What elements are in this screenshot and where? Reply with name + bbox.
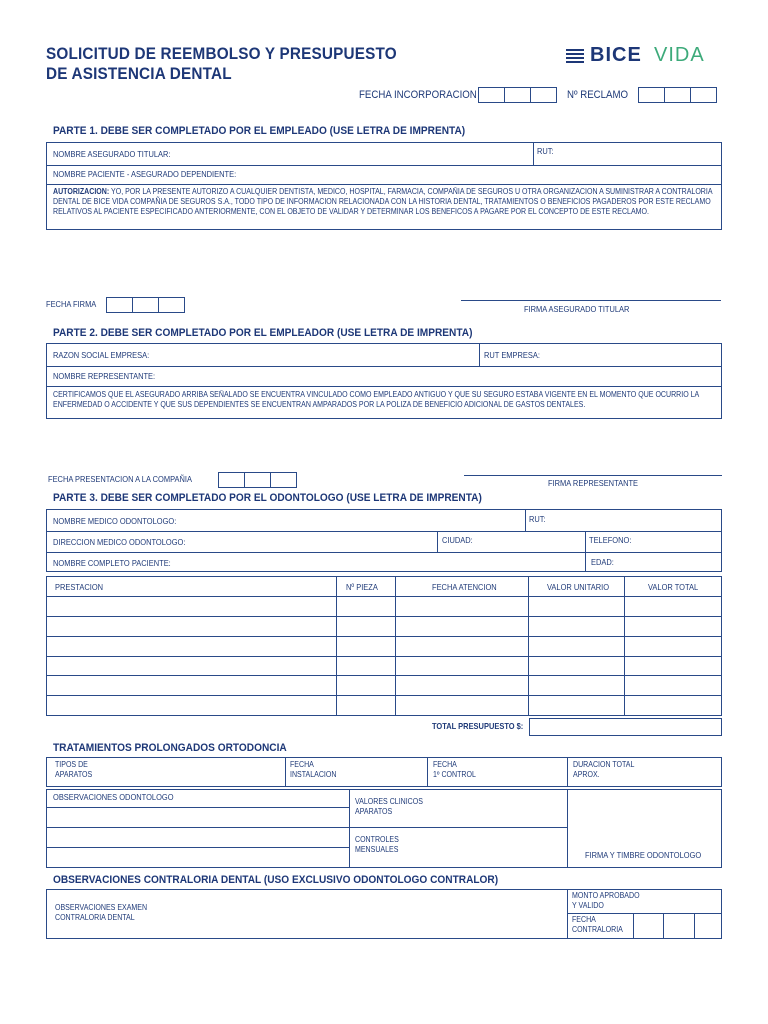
total-presupuesto-field[interactable]	[529, 718, 722, 736]
nombre-representante-field[interactable]: NOMBRE REPRESENTANTE:	[53, 371, 156, 381]
bice-vida-logo	[566, 44, 726, 70]
rut-empresa-field[interactable]: RUT EMPRESA:	[484, 350, 540, 360]
contraloria-box	[46, 889, 722, 939]
direccion-field[interactable]: DIRECCION MEDICO ODONTOLOGO:	[53, 537, 186, 547]
title-line-1: SOLICITUD DE REEMBOLSO Y PRESUPUESTO	[46, 44, 397, 63]
fecha-firma-boxes[interactable]	[106, 297, 185, 313]
fecha-control-field[interactable]: FECHA 1º CONTROL	[433, 760, 476, 779]
monto-aprobado-field[interactable]: MONTO APROBADO Y VALIDO	[572, 891, 640, 910]
contraloria-heading: OBSERVACIONES CONTRALORIA DENTAL (USO EXCLUSIVO ODONTOLOGO CONTRALOR)	[53, 874, 499, 886]
logo-bice-text: BICE	[590, 44, 642, 66]
parte2-box	[46, 343, 722, 419]
autorizacion-text	[53, 187, 717, 217]
n-reclamo-label: Nº RECLAMO	[567, 89, 629, 101]
ortodoncia-row	[46, 757, 722, 787]
firma-timbre-label[interactable]: FIRMA Y TIMBRE ODONTOLOGO	[585, 850, 702, 860]
duracion-total-field[interactable]: DURACION TOTAL APROX.	[573, 760, 635, 779]
nombre-asegurado-field[interactable]: NOMBRE ASEGURADO TITULAR:	[53, 149, 171, 159]
logo-lines-icon	[566, 48, 584, 66]
table-row[interactable]	[47, 676, 721, 695]
title-line-2: DE ASISTENCIA DENTAL	[46, 64, 232, 83]
autorizacion-label: AUTORIZACION:	[53, 187, 110, 196]
observaciones-odontologo-box	[46, 789, 722, 868]
certificamos-text: CERTIFICAMOS QUE EL ASEGURADO ARRIBA SEÑALADO SE ENCUENTRA VINCULADO COMO EMPLEADO ANTIGUO Y QUE SU SEGURO ESTABA VIGENTE EN EL MOMENTO QUE OCURRIO LA ENFERMEDAD O ACCIDENTE Y QUE SUS DEPENDIENTES SE ENCUENTRAN AMPARADOS POR LA POLIZA DE BENEFICIO ADICIONAL DE GASTOS DENTALES.	[53, 390, 699, 409]
ortodoncia-heading: TRATAMIENTOS PROLONGADOS ORTODONCIA	[53, 742, 287, 754]
firma-representante-line[interactable]	[464, 475, 722, 476]
firma-asegurado-label: FIRMA ASEGURADO TITULAR	[524, 304, 630, 314]
nombre-medico-field[interactable]: NOMBRE MEDICO ODONTOLOGO:	[53, 516, 177, 526]
parte3-info-box	[46, 509, 722, 572]
nombre-paciente-completo-field[interactable]: NOMBRE COMPLETO PACIENTE:	[53, 558, 171, 568]
firma-representante-label: FIRMA REPRESENTANTE	[548, 478, 639, 488]
parte3-heading: PARTE 3. DEBE SER COMPLETADO POR EL ODONTOLOGO (USE LETRA DE IMPRENTA)	[53, 492, 482, 504]
prestaciones-table	[46, 576, 722, 716]
fecha-presentacion-label: FECHA PRESENTACION A LA COMPAÑIA	[48, 474, 192, 484]
n-reclamo-boxes[interactable]	[638, 87, 717, 103]
parte2-heading: PARTE 2. DEBE SER COMPLETADO POR EL EMPLEADOR (USE LETRA DE IMPRENTA)	[53, 327, 473, 339]
header-valor-total: VALOR TOTAL	[648, 582, 699, 592]
table-row[interactable]	[47, 617, 721, 636]
edad-field[interactable]: EDAD:	[591, 557, 614, 567]
razon-social-field[interactable]: RAZON SOCIAL EMPRESA:	[53, 350, 150, 360]
controles-mensuales-field[interactable]: CONTROLES MENSUALES	[355, 835, 399, 854]
fecha-presentacion-boxes[interactable]	[218, 472, 297, 488]
header-valor-unitario: VALOR UNITARIO	[547, 582, 610, 592]
table-row[interactable]	[47, 637, 721, 656]
rut-medico-field[interactable]: RUT:	[529, 514, 546, 524]
form-title	[46, 44, 397, 84]
observaciones-odontologo-label[interactable]: OBSERVACIONES ODONTOLOGO	[53, 792, 174, 802]
firma-asegurado-line[interactable]	[461, 300, 721, 301]
autorizacion-body: YO, POR LA PRESENTE AUTORIZO A CUALQUIER DENTISTA, MEDICO, HOSPITAL, FARMACIA, COMPAÑIA DE SEGUROS U OTRA ORGANIZACION A SUMINISTRAR A CONTRALORIA DENTAL DE BICE VIDA COMPAÑIA DE SEGUROS S.A., TODO TIPO DE INFORMACION RELACIONADA CON LA HISTORIA DENTAL, TRATAMIENTOS O BENEFICIOS PAGADEROS POR ESTE RECLAMO RELATIVOS AL PACIENTE ESPECIFICADO ANTERIORMENTE, CON EL OBJETO DE VALIDAR Y DETERMINAR LOS BENEFICOS A PAGARE POR EL CONCEPTO DE ESTE RECLAMO.	[53, 187, 713, 216]
tipos-aparatos-field[interactable]: TIPOS DE APARATOS	[55, 760, 93, 779]
fecha-incorporacion-boxes[interactable]	[478, 87, 557, 103]
table-row[interactable]	[47, 696, 721, 715]
logo-vida-text: VIDA	[654, 44, 705, 66]
header-n-pieza: Nº PIEZA	[346, 582, 378, 592]
header-prestacion: PRESTACION	[55, 582, 104, 592]
valores-clinicos-field[interactable]: VALORES CLINICOS APARATOS	[355, 797, 423, 816]
fecha-incorporacion-label: FECHA INCORPORACION	[359, 89, 477, 101]
observaciones-examen-field[interactable]: OBSERVACIONES EXAMEN CONTRALORIA DENTAL	[55, 903, 148, 922]
ciudad-field[interactable]: CIUDAD:	[442, 535, 473, 545]
header-fecha-atencion: FECHA ATENCION	[432, 582, 497, 592]
table-row[interactable]	[47, 597, 721, 616]
parte1-box	[46, 142, 722, 230]
telefono-field[interactable]: TELEFONO:	[589, 535, 632, 545]
fecha-instalacion-field[interactable]: FECHA INSTALACION	[290, 760, 337, 779]
parte1-heading: PARTE 1. DEBE SER COMPLETADO POR EL EMPLEADO (USE LETRA DE IMPRENTA)	[53, 125, 466, 137]
fecha-firma-label: FECHA FIRMA	[46, 299, 97, 309]
fecha-contraloria-field[interactable]: FECHA CONTRALORIA	[572, 915, 623, 934]
table-row[interactable]	[47, 657, 721, 675]
rut-field[interactable]: RUT:	[537, 146, 554, 156]
nombre-paciente-field[interactable]: NOMBRE PACIENTE - ASEGURADO DEPENDIENTE:	[53, 169, 237, 179]
total-presupuesto-label: TOTAL PRESUPUESTO $:	[432, 721, 524, 731]
